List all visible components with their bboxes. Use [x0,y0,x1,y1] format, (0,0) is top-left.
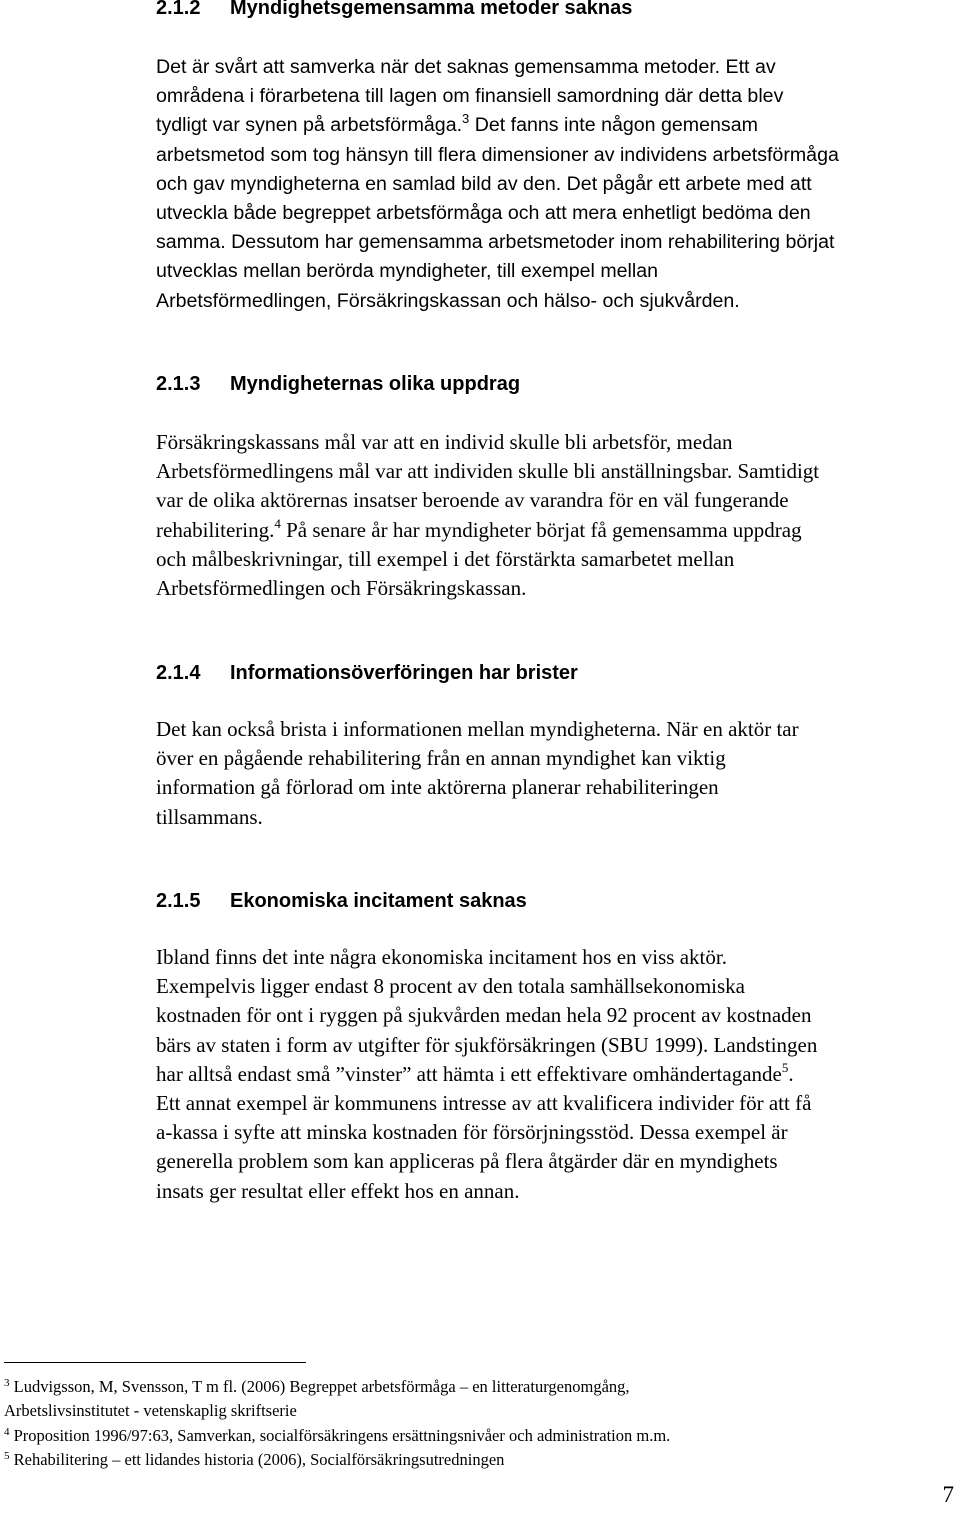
text-span: tydligt var synen på arbetsförmåga. [156,114,463,137]
section-number: 2.1.3 [156,373,201,395]
footnote-text: Rehabilitering – ett lidandes historia (2006), Socialförsäkringsutredningen [13,1450,505,1469]
section-number: 2.1.4 [156,662,201,684]
paragraph-2-1-2 [156,53,956,316]
text-line: arbetsmetod som tog hänsyn till flera dimensioner av individens arbetsförmåga [156,143,839,166]
section-title: Informationsöverföringen har brister [230,662,578,684]
text-line: Försäkringskassans mål var att en individ skulle bli arbetsför, medan [156,430,733,454]
section-title: Myndigheternas olika uppdrag [230,373,521,395]
footnote-5 [4,1448,944,1472]
text-line: utveckla både begreppet arbetsförmåga och att mera enhetligt bedöma den [156,201,811,224]
text-line: tillsammans. [156,804,263,829]
footnote-line [4,1375,944,1399]
footnote-mark: 3 [4,1376,10,1389]
text-span: samma. [156,231,226,254]
text-line: bärs av staten i form av utgifter för sjukförsäkringen (SBU 1999). Landstingen [156,1032,818,1057]
text-span: rehabilitering. [156,517,275,542]
footnote-text: Ludvigsson, M, Svensson, T m fl. (2006) Begreppet arbetsförmåga – en litteraturgenomgång, [13,1377,630,1396]
text-line: Det är svårt att samverka när det saknas gemensamma metoder. Ett av [156,56,776,78]
text-span: Det fanns inte någon gemensam [474,114,758,137]
text-line: Ett annat exempel är kommunens intresse av att kvalificera individer för att få [156,1090,812,1115]
section-number: 2.1.2 [156,0,201,19]
text-span: . [788,1061,794,1086]
text-span: Det pågår ett arbete med att [566,172,812,195]
paragraph-2-1-4 [156,715,956,832]
text-line: insats ger resultat eller effekt hos en annan. [156,1178,520,1203]
text-line: Arbetsförmedlingen, Försäkringskassan och hälso- och sjukvården. [156,289,740,312]
footnote-line: Arbetslivsinstitutet - vetenskaplig skriftserie [4,1401,297,1420]
footnote-ref: 4 [274,515,281,531]
footnote-ref: 3 [462,110,470,126]
text-line: Arbetsförmedlingens mål var att individen skulle bli anställningsbar. Samtidigt [156,459,820,484]
footnote-ref: 5 [781,1059,789,1075]
text-span: På senare år har myndigheter börjat få gemensamma uppdrag [286,517,802,542]
footnote-line [4,1448,944,1472]
footnote-line [4,1424,944,1448]
text-line: Ibland finns det inte några ekonomiska incitament hos en viss aktör. [156,945,727,969]
section-heading-2-1-4 [156,661,578,685]
text-line: Arbetsförmedlingen och Försäkringskassan. [156,575,527,600]
text-line: över en pågående rehabilitering från en annan myndighet kan viktig [156,746,726,771]
text-line: var de olika aktörernas insatser beroende av varandra för en väl fungerande [156,488,789,513]
text-line [156,170,956,199]
section-title: Ekonomiska incitament saknas [230,890,527,912]
footnote-mark: 4 [4,1425,10,1438]
footnote-text: Proposition 1996/97:63, Samverkan, socialförsäkringens ersättningsnivåer och administration m.m. [13,1426,671,1445]
section-number: 2.1.5 [156,890,201,912]
text-line: information gå förlorad om inte aktörerna planerar rehabiliteringen [156,775,719,800]
section-heading-2-1-3 [156,372,520,396]
footnote-divider [4,1362,306,1363]
text-line [156,516,956,545]
section-title: Myndighetsgemensamma metoder saknas [230,0,633,19]
text-span: har alltså endast små ”vinster” att hämta i ett effektivare omhändertagande [156,1061,782,1086]
paragraph-2-1-5 [156,943,956,1206]
paragraph-2-1-3 [156,428,956,603]
footnote-4 [4,1424,944,1448]
text-line: områdena i förarbetena till lagen om finansiell samordning där detta blev [156,85,784,108]
section-heading-2-1-2 [156,0,632,20]
text-span: Dessutom har gemensamma arbetsmetoder inom rehabilitering börjat [231,231,835,254]
section-heading-2-1-5 [156,889,527,913]
footnote-3 [4,1375,944,1423]
text-line: a-kassa i syfte att minska kostnaden för försörjningsstöd. Dessa exempel är [156,1120,788,1145]
text-line [156,1060,956,1089]
text-span: och gav myndigheterna en samlad bild av den. [156,172,562,195]
footnote-mark: 5 [4,1449,10,1462]
text-line: kostnaden för ont i ryggen på sjukvården medan hela 92 procent av kostnaden [156,1003,812,1028]
text-line: och målbeskrivningar, till exempel i det förstärkta samarbetet mellan [156,546,735,571]
text-line: utvecklas mellan berörda myndigheter, till exempel mellan [156,260,659,283]
text-line: Exempelvis ligger endast 8 procent av den totala samhällsekonomiska [156,974,746,999]
page-number: 7 [942,1482,954,1507]
text-line: Det kan också brista i informationen mellan myndigheterna. När en aktör tar [156,717,799,741]
text-line [156,228,956,257]
text-line: generella problem som kan appliceras på flera åtgärder där en myndighets [156,1149,778,1174]
text-line [156,111,956,140]
